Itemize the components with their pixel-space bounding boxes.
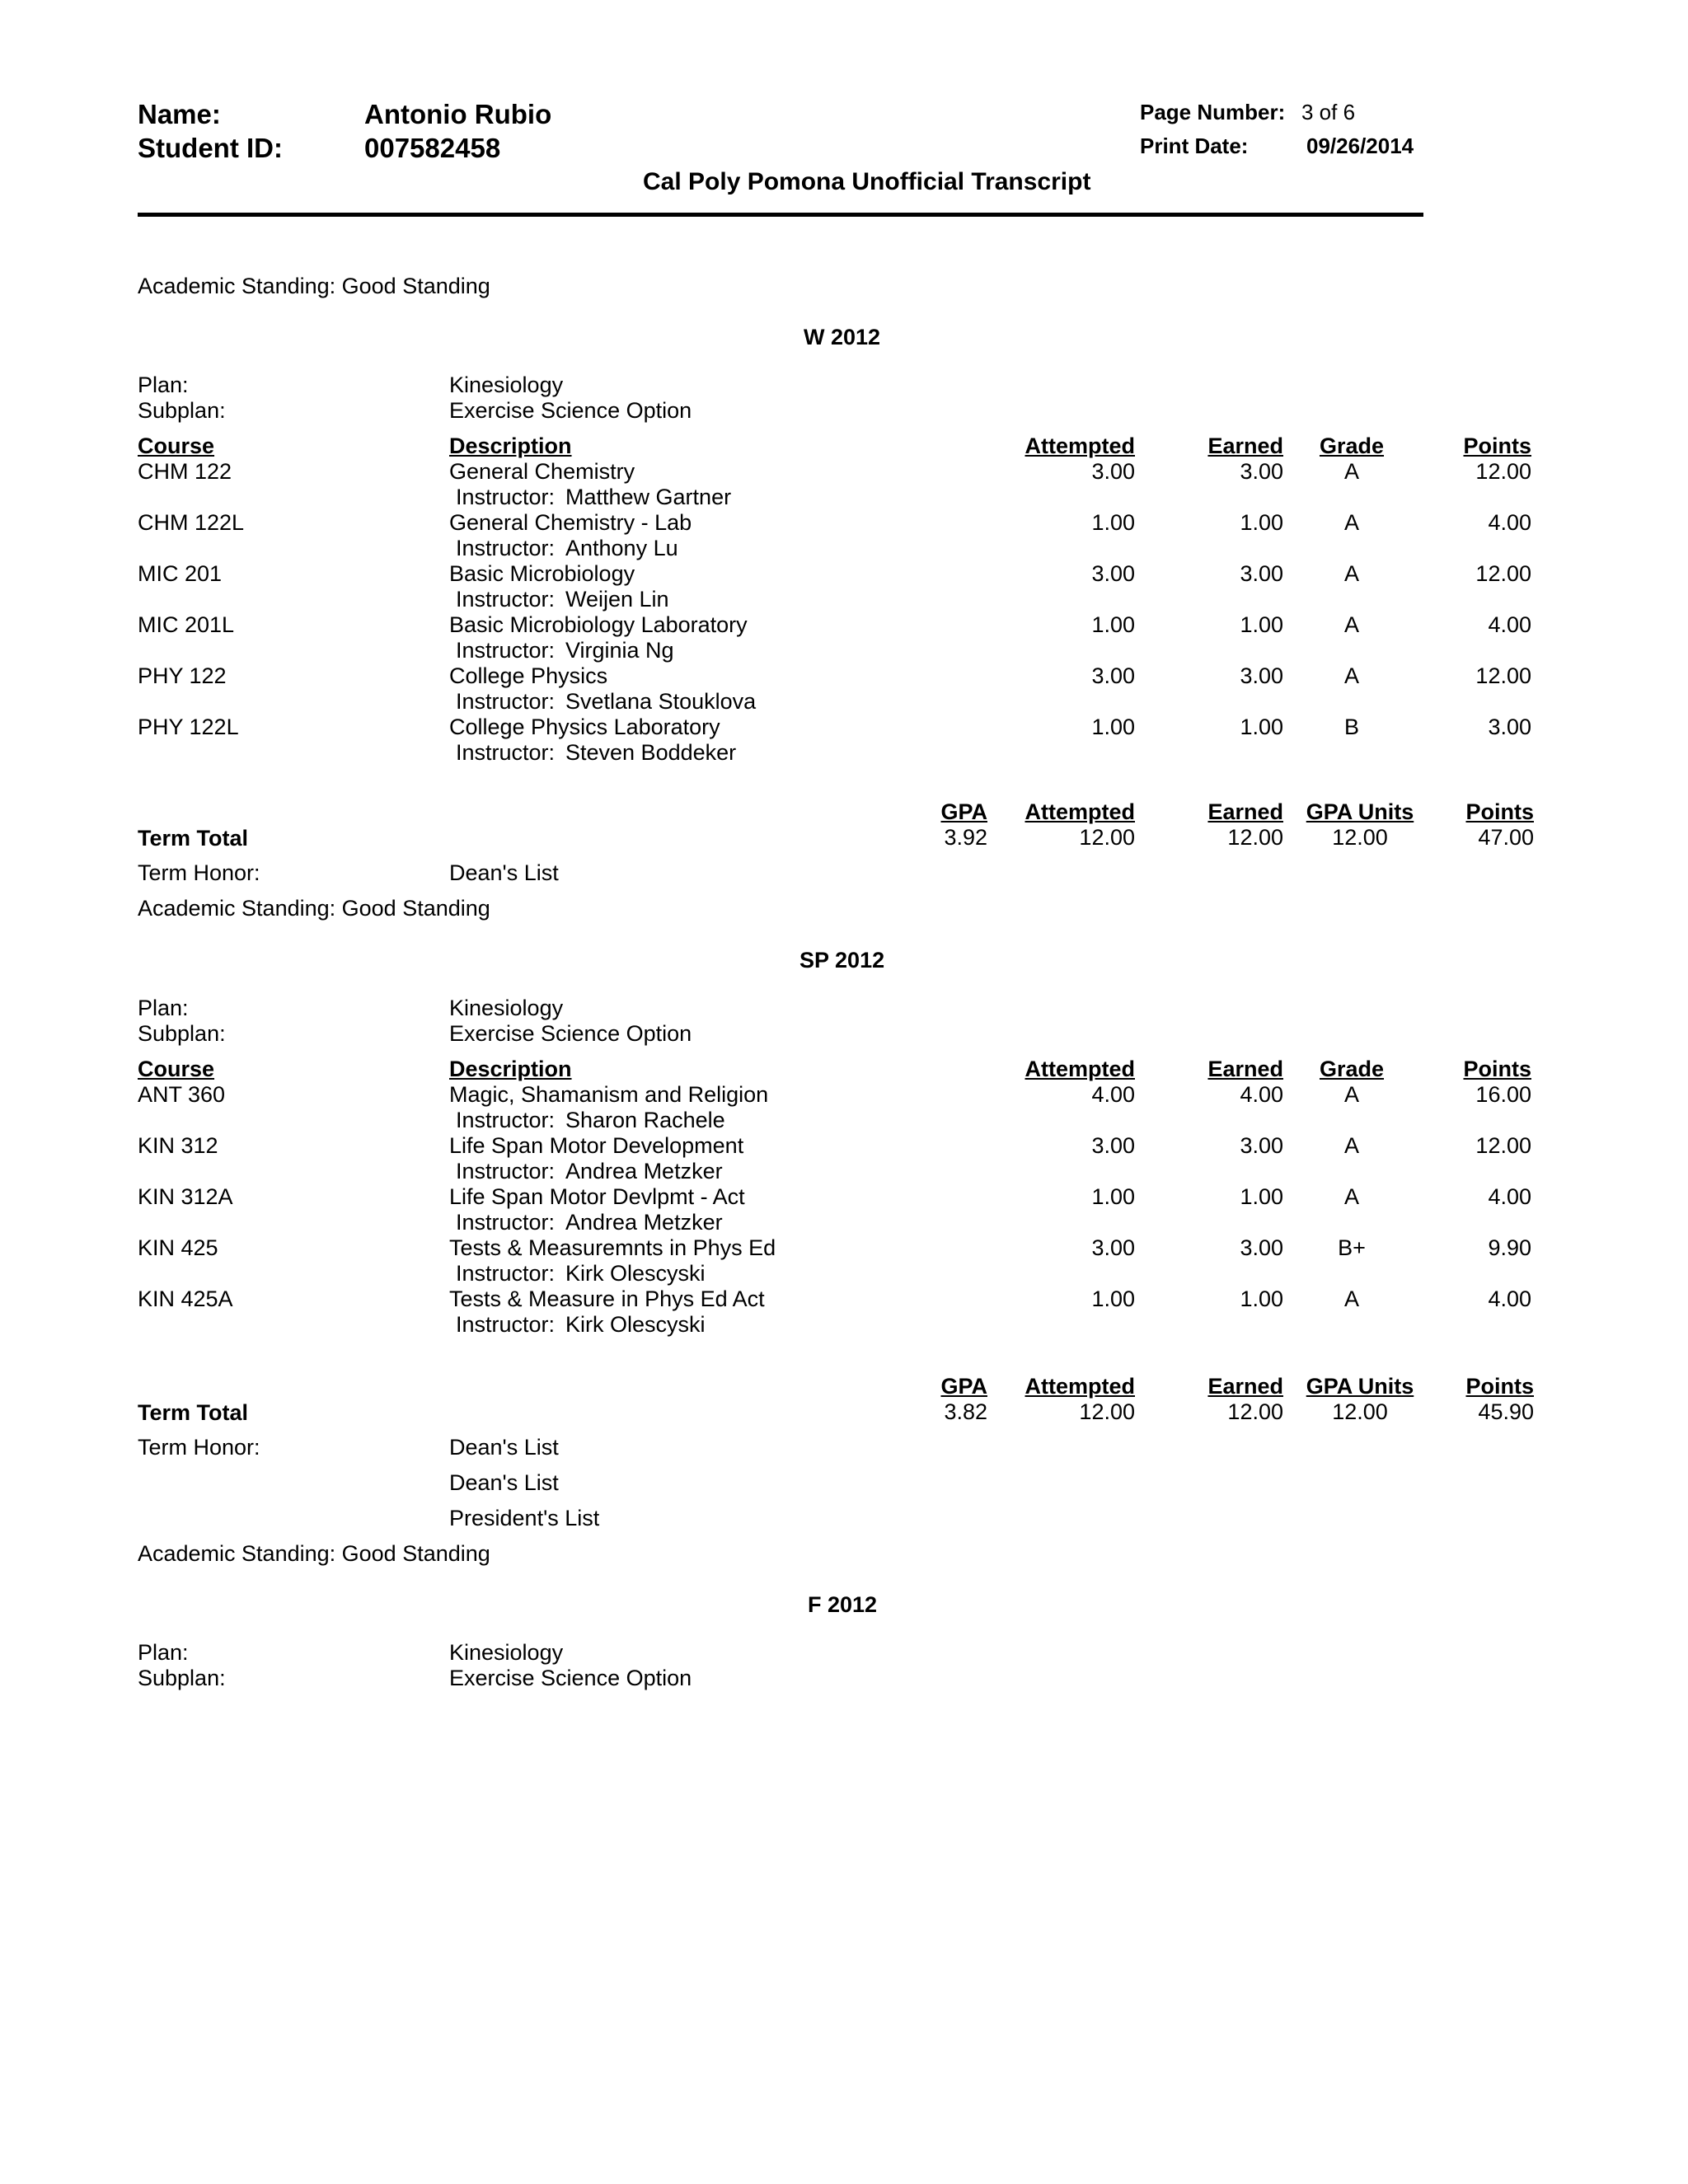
page-number: 3 of 6 (1301, 100, 1356, 124)
plan-label: Plan: (138, 996, 189, 1020)
subplan-value: Exercise Science Option (449, 398, 692, 423)
subplan-value: Exercise Science Option (449, 1021, 692, 1046)
subplan-label: Subplan: (138, 1021, 226, 1046)
course-description: College Physics Laboratory (449, 715, 720, 739)
academic-standing: Academic Standing: Good Standing (138, 274, 490, 298)
grade-value: B+ (1338, 1235, 1366, 1260)
term-gpa-units: 12.00 (1332, 825, 1388, 850)
subplan-label: Subplan: (138, 1666, 226, 1690)
instructor-label: Instructor: (456, 1108, 556, 1132)
total-gpa-units-header: GPA Units (1306, 1374, 1414, 1399)
earned-value: 1.00 (1240, 510, 1283, 535)
grade-value: A (1343, 1082, 1359, 1107)
earned-value: 3.00 (1240, 1235, 1283, 1260)
earned-value: 3.00 (1240, 561, 1283, 586)
earned-value: 3.00 (1240, 663, 1283, 688)
total-attempted-header: Attempted (1025, 1374, 1135, 1399)
document-title: Cal Poly Pomona Unofficial Transcript (643, 168, 1091, 195)
term-gpa: 3.82 (944, 1399, 987, 1424)
course-code: PHY 122 (138, 663, 227, 688)
course-code: KIN 425 (138, 1235, 218, 1260)
earned-value: 1.00 (1240, 1184, 1283, 1209)
course-description: Basic Microbiology (449, 561, 635, 586)
course-description: Life Span Motor Development (449, 1133, 744, 1158)
col-grade: Grade (1319, 1057, 1385, 1081)
attempted-value: 1.00 (1091, 510, 1135, 535)
plan-value: Kinesiology (449, 373, 564, 397)
term-points: 47.00 (1478, 825, 1534, 850)
earned-value: 1.00 (1240, 1286, 1283, 1311)
term-honor: Dean's List (449, 860, 559, 885)
course-description: Life Span Motor Devlpmt - Act (449, 1184, 745, 1209)
attempted-value: 1.00 (1091, 612, 1135, 637)
points-value: 12.00 (1475, 663, 1531, 688)
name-label: Name: (138, 99, 221, 129)
instructor-label: Instructor: (456, 1312, 556, 1337)
total-gpa-header: GPA (940, 799, 987, 824)
instructor-label: Instructor: (456, 1261, 556, 1286)
total-attempted-header: Attempted (1025, 799, 1135, 824)
total-points-header: Points (1465, 1374, 1534, 1399)
term-total-label: Term Total (138, 1400, 249, 1425)
course-code: KIN 425A (138, 1286, 233, 1311)
attempted-value: 1.00 (1091, 1286, 1135, 1311)
course-description: Basic Microbiology Laboratory (449, 612, 748, 637)
col-course: Course (138, 434, 215, 458)
term-gpa: 3.92 (944, 825, 987, 850)
instructor-name: Sharon Rachele (565, 1108, 725, 1132)
subplan-label: Subplan: (138, 398, 226, 423)
col-earned: Earned (1207, 434, 1283, 458)
course-code: CHM 122L (138, 510, 245, 535)
instructor-label: Instructor: (456, 689, 556, 714)
col-points: Points (1463, 1057, 1531, 1081)
earned-value: 3.00 (1240, 459, 1283, 484)
term-gpa-units: 12.00 (1332, 1399, 1388, 1424)
instructor-name: Andrea Metzker (565, 1210, 723, 1235)
col-description: Description (449, 434, 572, 458)
attempted-value: 3.00 (1091, 1235, 1135, 1260)
total-earned-header: Earned (1207, 1374, 1283, 1399)
student-name: Antonio Rubio (364, 99, 552, 129)
earned-value: 3.00 (1240, 1133, 1283, 1158)
grade-value: A (1343, 561, 1359, 586)
total-gpa-header: GPA (940, 1374, 987, 1399)
course-description: Tests & Measuremnts in Phys Ed (449, 1235, 776, 1260)
term-earned: 12.00 (1227, 1399, 1283, 1424)
term-honor: Dean's List (449, 1435, 559, 1460)
instructor-label: Instructor: (456, 1210, 556, 1235)
points-value: 12.00 (1475, 1133, 1531, 1158)
plan-value: Kinesiology (449, 996, 564, 1020)
points-value: 4.00 (1488, 612, 1531, 637)
instructor-name: Anthony Lu (565, 536, 678, 560)
term-heading: W 2012 (804, 325, 881, 349)
student-id-label: Student ID: (138, 133, 283, 163)
points-value: 12.00 (1475, 561, 1531, 586)
col-earned: Earned (1207, 1057, 1283, 1081)
instructor-name: Kirk Olescyski (565, 1261, 706, 1286)
instructor-label: Instructor: (456, 536, 556, 560)
instructor-name: Weijen Lin (565, 587, 669, 612)
print-date: 09/26/2014 (1306, 134, 1414, 158)
academic-standing: Academic Standing: Good Standing (138, 1541, 490, 1566)
page-number-label: Page Number: (1140, 100, 1286, 124)
attempted-value: 3.00 (1091, 561, 1135, 586)
course-description: General Chemistry (449, 459, 635, 484)
course-code: PHY 122L (138, 715, 239, 739)
term-heading: F 2012 (808, 1592, 878, 1617)
points-value: 16.00 (1475, 1082, 1531, 1107)
term-total-label: Term Total (138, 826, 249, 851)
earned-value: 4.00 (1240, 1082, 1283, 1107)
term-honor-label: Term Honor: (138, 1435, 260, 1460)
plan-label: Plan: (138, 1640, 189, 1665)
attempted-value: 3.00 (1091, 663, 1135, 688)
points-value: 4.00 (1488, 1184, 1531, 1209)
plan-value: Kinesiology (449, 1640, 564, 1665)
term-earned: 12.00 (1227, 825, 1283, 850)
student-id: 007582458 (364, 133, 501, 163)
grade-value: A (1343, 663, 1359, 688)
course-code: ANT 360 (138, 1082, 226, 1107)
col-grade: Grade (1319, 434, 1385, 458)
print-date-label: Print Date: (1140, 134, 1249, 158)
course-code: CHM 122 (138, 459, 232, 484)
total-gpa-units-header: GPA Units (1306, 799, 1414, 824)
term-honor-label: Term Honor: (138, 860, 260, 885)
attempted-value: 3.00 (1091, 1133, 1135, 1158)
attempted-value: 1.00 (1091, 715, 1135, 739)
col-attempted: Attempted (1025, 434, 1135, 458)
col-course: Course (138, 1057, 215, 1081)
grade-value: A (1343, 612, 1359, 637)
course-code: MIC 201 (138, 561, 223, 586)
course-description: Tests & Measure in Phys Ed Act (449, 1286, 765, 1311)
points-value: 12.00 (1475, 459, 1531, 484)
course-code: MIC 201L (138, 612, 235, 637)
term-heading: SP 2012 (799, 948, 885, 972)
grade-value: B (1343, 715, 1359, 739)
col-points: Points (1463, 434, 1531, 458)
earned-value: 1.00 (1240, 715, 1283, 739)
grade-value: A (1343, 1286, 1359, 1311)
course-code: KIN 312A (138, 1184, 233, 1209)
subplan-value: Exercise Science Option (449, 1666, 692, 1690)
attempted-value: 4.00 (1091, 1082, 1135, 1107)
instructor-name: Virginia Ng (565, 638, 674, 663)
course-code: KIN 312 (138, 1133, 218, 1158)
grade-value: A (1343, 1133, 1359, 1158)
instructor-name: Steven Boddeker (565, 740, 737, 765)
term-honor: Dean's List (449, 1470, 559, 1495)
instructor-label: Instructor: (456, 587, 556, 612)
attempted-value: 1.00 (1091, 1184, 1135, 1209)
term-points: 45.90 (1478, 1399, 1534, 1424)
col-description: Description (449, 1057, 572, 1081)
plan-label: Plan: (138, 373, 189, 397)
instructor-label: Instructor: (456, 740, 556, 765)
course-description: General Chemistry - Lab (449, 510, 692, 535)
term-attempted: 12.00 (1079, 1399, 1135, 1424)
instructor-name: Kirk Olescyski (565, 1312, 706, 1337)
grade-value: A (1343, 510, 1359, 535)
points-value: 4.00 (1488, 1286, 1531, 1311)
earned-value: 1.00 (1240, 612, 1283, 637)
term-honor: President's List (449, 1506, 600, 1530)
instructor-name: Matthew Gartner (565, 485, 732, 509)
course-description: Magic, Shamanism and Religion (449, 1082, 769, 1107)
instructor-label: Instructor: (456, 485, 556, 509)
col-attempted: Attempted (1025, 1057, 1135, 1081)
course-description: College Physics (449, 663, 608, 688)
instructor-name: Andrea Metzker (565, 1159, 723, 1183)
header-divider (138, 213, 1423, 217)
grade-value: A (1343, 459, 1359, 484)
academic-standing: Academic Standing: Good Standing (138, 896, 490, 921)
instructor-label: Instructor: (456, 638, 556, 663)
points-value: 3.00 (1488, 715, 1531, 739)
points-value: 9.90 (1488, 1235, 1531, 1260)
instructor-label: Instructor: (456, 1159, 556, 1183)
term-attempted: 12.00 (1079, 825, 1135, 850)
attempted-value: 3.00 (1091, 459, 1135, 484)
instructor-name: Svetlana Stouklova (565, 689, 757, 714)
total-points-header: Points (1465, 799, 1534, 824)
grade-value: A (1343, 1184, 1359, 1209)
points-value: 4.00 (1488, 510, 1531, 535)
total-earned-header: Earned (1207, 799, 1283, 824)
